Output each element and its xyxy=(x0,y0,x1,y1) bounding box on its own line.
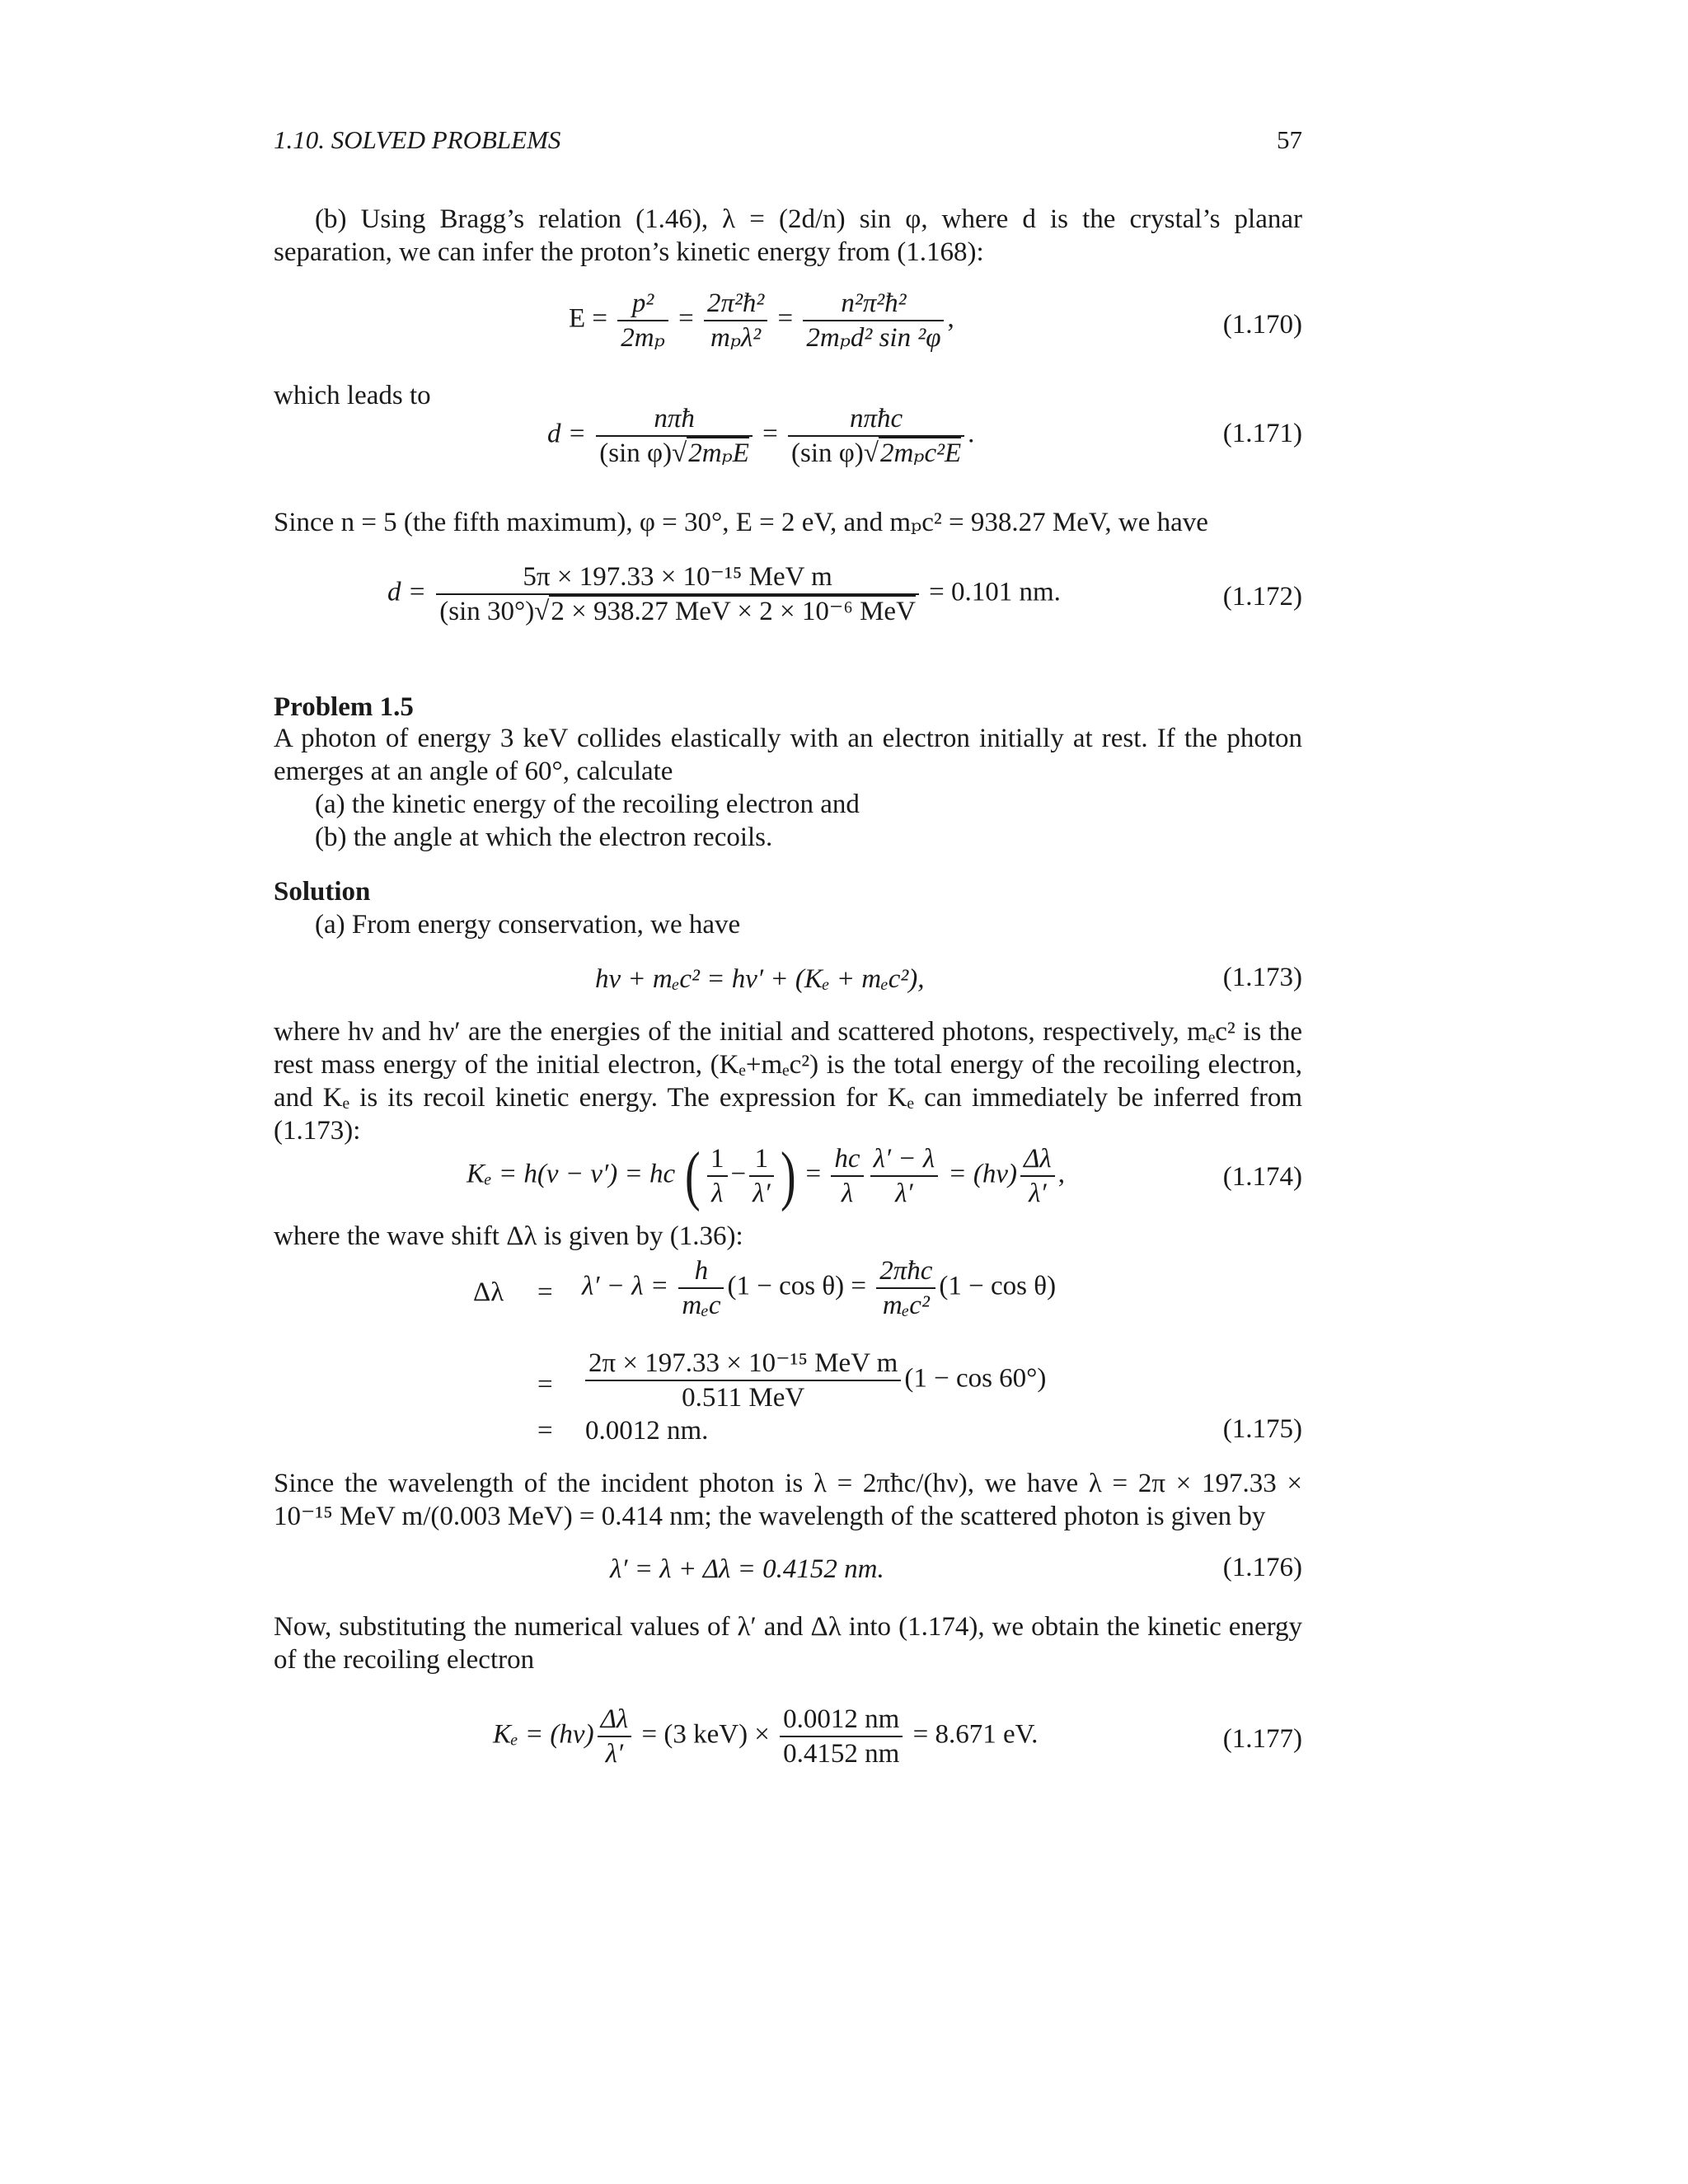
equation-1-175-lhs: Δλ xyxy=(473,1277,504,1307)
problem-item-b: (b) the angle at which the electron recoils. xyxy=(315,823,773,852)
equation-1-174 xyxy=(467,1142,1065,1210)
eq175-r2-frac-den: 0.511 MeV xyxy=(682,1383,805,1413)
eq174-frac-e xyxy=(1020,1142,1055,1210)
eq170-frac2-num: 2π²ħ² xyxy=(704,287,767,321)
eq170-tail: , xyxy=(947,303,954,334)
eq171-frac2-num: nπħc xyxy=(788,402,964,437)
eq174-frac-c-den: λ xyxy=(841,1179,854,1208)
eq174-lhs: Kₑ = h(ν − ν′) = hc xyxy=(467,1159,676,1189)
eq171-lhs: d = xyxy=(547,419,587,449)
eq175-r1-frac1-den: mₑc xyxy=(682,1291,721,1320)
equation-number-1-176: (1.176) xyxy=(1222,1553,1302,1582)
eq170-frac1-den: 2mₚ xyxy=(621,323,665,353)
eq174-frac-d xyxy=(870,1142,939,1210)
problem-title: Problem 1.5 xyxy=(274,692,414,722)
eq177-frac1 xyxy=(598,1703,632,1770)
equation-1-175-eq1: = xyxy=(537,1277,553,1307)
eq174-frac-a-den: λ xyxy=(711,1179,724,1208)
eq175-r1-b: (1 − cos θ) = xyxy=(727,1271,866,1301)
equation-1-175-row1 xyxy=(582,1254,1056,1322)
equation-number-1-173: (1.173) xyxy=(1222,963,1302,992)
eq175-r1-a: λ′ − λ = xyxy=(582,1271,669,1301)
eq172-frac-den-sin: (sin 30°) xyxy=(439,597,535,626)
eq174-frac-c-num: hc xyxy=(831,1142,863,1177)
eq174-frac-d-num: λ′ − λ xyxy=(870,1142,939,1177)
eq170-equals2: = xyxy=(777,303,794,334)
eq177-frac2 xyxy=(780,1703,903,1770)
eq172-lhs: d = xyxy=(387,577,427,607)
eq171-frac2 xyxy=(788,402,964,470)
eq170-frac3-num: n²π²ħ² xyxy=(803,287,944,321)
eq174-frac-b-den: λ′ xyxy=(753,1179,771,1208)
eq171-frac2-den: (sin φ)√2mₚc²E xyxy=(791,438,962,468)
solution-title: Solution xyxy=(274,877,371,907)
eq171-frac1-den-root: 2mₚE xyxy=(688,438,749,468)
equation-1-175-eq3: = xyxy=(537,1416,553,1446)
eq171-frac2-den-root: 2mₚc²E xyxy=(879,438,962,468)
eq175-r1-frac2-den: mₑc² xyxy=(882,1291,930,1320)
eq174-frac-a-num: 1 xyxy=(707,1142,728,1177)
eq175-r2-tail: (1 − cos 60°) xyxy=(904,1363,1047,1394)
eq170-lhs: E = xyxy=(569,303,608,334)
eq174-frac-c xyxy=(831,1142,863,1210)
eq171-frac1-den-sin: (sin φ) xyxy=(599,438,673,468)
eq177-mid: = (3 keV) × xyxy=(641,1719,770,1750)
equation-1-170 xyxy=(569,287,954,354)
eq175-r1-frac1-num: h xyxy=(678,1254,724,1289)
running-header-section: 1.10. SOLVED PROBLEMS xyxy=(274,125,561,154)
solution-intro: (a) From energy conservation, we have xyxy=(315,910,741,940)
eq172-frac-den-root: 2 × 938.27 MeV × 2 × 10⁻⁶ MeV xyxy=(551,597,916,626)
eq177-rhs: = 8.671 eV. xyxy=(912,1719,1039,1750)
eq174-frac-a xyxy=(707,1142,728,1210)
eq172-rhs: = 0.101 nm. xyxy=(929,577,1061,607)
eq170-frac2-den: mₚλ² xyxy=(710,323,762,353)
eq171-frac1-den: (sin φ)√2mₚE xyxy=(599,438,749,468)
eq177-frac1-num: Δλ xyxy=(598,1703,632,1737)
equation-1-171 xyxy=(547,402,974,470)
eq174-frac-e-num: Δλ xyxy=(1020,1142,1055,1177)
eq171-frac1 xyxy=(596,402,753,470)
eq172-frac xyxy=(436,560,919,628)
eq177-frac2-num: 0.0012 nm xyxy=(780,1703,903,1737)
equation-1-175-eq2: = xyxy=(537,1370,553,1399)
eq174-frac-b xyxy=(749,1142,774,1210)
eq174-frac-d-den: λ′ xyxy=(895,1179,913,1208)
eq175-r1-frac2 xyxy=(876,1254,935,1322)
eq174-mid: = (hν) xyxy=(948,1159,1018,1189)
eq174-equals: = xyxy=(805,1159,822,1189)
equation-1-177 xyxy=(493,1703,1038,1770)
equation-number-1-172: (1.172) xyxy=(1222,582,1302,612)
eq171-equals: = xyxy=(762,419,778,449)
equation-number-1-177: (1.177) xyxy=(1222,1724,1302,1754)
eq170-equals1: = xyxy=(678,303,694,334)
paragraph-bragg: (b) Using Bragg’s relation (1.46), λ = (2d/n) sin φ, where d is the crystal’s planar separation, we can infer the proton’s kinetic energy from (1.168): xyxy=(274,204,1302,267)
equation-number-1-171: (1.171) xyxy=(1222,419,1302,448)
eq171-frac1-num: nπħ xyxy=(596,402,753,437)
eq174-paren-close: ) xyxy=(780,1140,796,1212)
eq170-frac3 xyxy=(803,287,944,354)
equation-number-1-174: (1.174) xyxy=(1222,1162,1302,1192)
text-wave-shift: where the wave shift Δλ is given by (1.36): xyxy=(274,1221,743,1251)
eq170-frac2 xyxy=(704,287,767,354)
eq174-frac-b-num: 1 xyxy=(749,1142,774,1177)
paragraph-energy-definitions: where hν and hν′ are the energies of the initial and scattered photons, respectively, mₑc² is the rest mass energy of the initial electron, (Kₑ+mₑc²) is the total energy of the recoiling electron, and Kₑ is its recoil kinetic energy. The expression for Kₑ can immediately be inferred from (1.173): xyxy=(274,1017,1302,1146)
eq177-frac2-den: 0.4152 nm xyxy=(783,1739,900,1769)
eq174-minus: − xyxy=(730,1159,747,1189)
paragraph-incident-wavelength: Since the wavelength of the incident photon is λ = 2πħc/(hν), we have λ = 2π × 197.33 × 10⁻¹⁵ MeV m/(0.003 MeV) = 0.414 nm; the wavelength of the scattered photon is given by xyxy=(274,1469,1302,1531)
eq175-r1-frac1 xyxy=(678,1254,724,1322)
eq175-r2-frac xyxy=(585,1347,901,1414)
text-which-leads-to: which leads to xyxy=(274,381,431,410)
equation-1-173: hν + mₑc² = hν′ + (Kₑ + mₑc²), xyxy=(595,964,925,994)
equation-1-176: λ′ = λ + Δλ = 0.4152 nm. xyxy=(610,1554,884,1584)
eq175-r2-frac-num: 2π × 197.33 × 10⁻¹⁵ MeV m xyxy=(585,1347,901,1381)
eq171-frac2-den-sin: (sin φ) xyxy=(791,438,864,468)
eq172-frac-den: (sin 30°)√2 × 938.27 MeV × 2 × 10⁻⁶ MeV xyxy=(439,597,916,626)
eq177-frac1-den: λ′ xyxy=(605,1739,624,1769)
eq170-frac1 xyxy=(617,287,668,354)
equation-1-175-row2 xyxy=(582,1347,1046,1414)
equation-1-175-row3: 0.0012 nm. xyxy=(585,1416,709,1446)
eq175-r1-c: (1 − cos θ) xyxy=(939,1271,1057,1301)
problem-body: A photon of energy 3 keV collides elastically with an electron initially at rest. If the photon emerges at an angle of 60°, calculate xyxy=(274,724,1302,786)
eq171-tail: . xyxy=(968,419,975,449)
eq174-paren-open: ( xyxy=(685,1140,701,1212)
problem-item-a: (a) the kinetic energy of the recoiling electron and xyxy=(315,790,860,819)
eq174-tail: , xyxy=(1057,1159,1065,1189)
eq177-lhs: Kₑ = (hν) xyxy=(493,1719,594,1750)
paragraph-substitution: Now, substituting the numerical values of λ′ and Δλ into (1.174), we obtain the kinetic energy of the recoiling electron xyxy=(274,1612,1302,1675)
eq174-frac-e-den: λ′ xyxy=(1029,1179,1047,1208)
eq170-frac1-num: p² xyxy=(617,287,668,321)
eq172-frac-num: 5π × 197.33 × 10⁻¹⁵ MeV m xyxy=(436,560,919,595)
text-since-n-equals-5: Since n = 5 (the fifth maximum), φ = 30°, E = 2 eV, and mₚc² = 938.27 MeV, we have xyxy=(274,508,1208,537)
equation-number-1-170: (1.170) xyxy=(1222,310,1302,340)
page-number: 57 xyxy=(1277,125,1302,154)
equation-1-172 xyxy=(387,560,1061,628)
eq170-frac3-den: 2mₚd² sin ²φ xyxy=(806,323,941,353)
eq175-r1-frac2-num: 2πħc xyxy=(876,1254,935,1289)
equation-number-1-175: (1.175) xyxy=(1222,1414,1302,1444)
